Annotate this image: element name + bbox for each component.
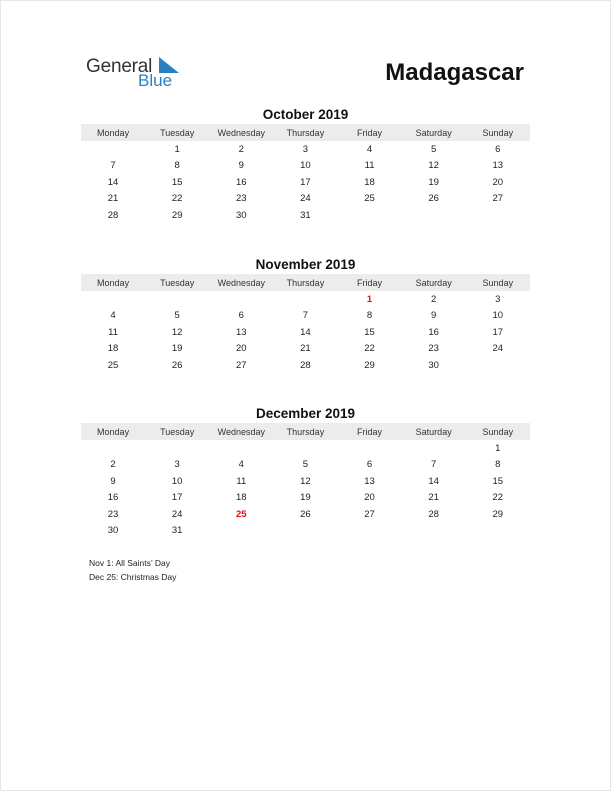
- day-cell: 26: [171, 359, 183, 371]
- day-cell: 8: [366, 310, 373, 322]
- week-row: [81, 440, 530, 457]
- day-cell: 18: [236, 492, 247, 504]
- day-cell: 11: [108, 326, 118, 338]
- holiday-note: Nov 1: All Saints’ Day: [89, 558, 170, 568]
- day-cell: 24: [300, 193, 311, 205]
- day-cell: 4: [238, 459, 244, 471]
- day-cell: 15: [364, 326, 375, 338]
- holiday-notes: [89, 556, 176, 584]
- day-cell: 25: [107, 359, 119, 371]
- weekday-label: Saturday: [415, 127, 452, 138]
- weekday-header-row: [81, 423, 530, 440]
- day-cell: 28: [428, 508, 439, 520]
- day-cell: 17: [300, 176, 311, 188]
- week-row: [81, 158, 530, 175]
- weekday-label: Thursday: [286, 426, 325, 437]
- day-cell: 15: [171, 176, 183, 188]
- day-cell: 21: [428, 492, 439, 504]
- day-cell: 17: [171, 492, 183, 504]
- day-cell: 22: [171, 193, 183, 205]
- day-cell: 9: [431, 310, 437, 322]
- day-cell: 14: [428, 475, 439, 487]
- day-cell: 5: [302, 459, 309, 471]
- day-cell: 7: [110, 160, 116, 172]
- weekday-label: Friday: [357, 277, 383, 288]
- day-cell: 8: [174, 160, 180, 172]
- weekday-label: Sunday: [482, 127, 514, 138]
- day-cell: 8: [495, 459, 501, 471]
- day-cell: 19: [300, 492, 311, 504]
- week-row: [81, 357, 530, 374]
- month-title: November 2019: [255, 257, 356, 272]
- day-cell: 26: [428, 193, 439, 205]
- day-cell: 3: [174, 459, 180, 471]
- weekday-label: Tuesday: [160, 426, 195, 437]
- week-row: [81, 523, 530, 540]
- day-cell: 3: [302, 143, 309, 155]
- weekday-label: Thursday: [286, 127, 325, 138]
- week-row: [81, 341, 530, 358]
- day-cell: 21: [107, 193, 119, 205]
- day-cell: 9: [238, 160, 244, 172]
- logo-blue-text: Blue: [138, 71, 173, 90]
- weekday-label: Sunday: [482, 277, 514, 288]
- day-cell: 16: [428, 326, 439, 338]
- day-cell: 20: [364, 492, 375, 504]
- weekday-label: Monday: [97, 426, 130, 437]
- day-cell: 2: [238, 143, 244, 155]
- day-cell: 24: [492, 343, 504, 355]
- day-cell: 4: [110, 310, 116, 322]
- day-cell: 13: [364, 475, 375, 487]
- weekday-header-row: [81, 274, 530, 291]
- weekday-label: Tuesday: [160, 277, 195, 288]
- month-october: [81, 106, 530, 224]
- logo: [86, 56, 196, 96]
- month-title: December 2019: [255, 406, 356, 421]
- weekday-label: Monday: [97, 127, 130, 138]
- day-cell: 5: [174, 310, 180, 322]
- day-cell: 22: [492, 492, 504, 504]
- day-cell: 18: [107, 343, 119, 355]
- day-cell: 20: [492, 176, 504, 188]
- day-cell: 13: [236, 326, 247, 338]
- day-cell: 19: [428, 176, 439, 188]
- weekday-label: Sunday: [482, 426, 514, 437]
- country-title: Madagascar: [385, 59, 524, 86]
- day-cell: 16: [107, 492, 119, 504]
- day-cell: 13: [492, 160, 504, 172]
- weekday-label: Friday: [357, 127, 383, 138]
- day-cell: 31: [171, 525, 183, 537]
- day-cell: 27: [364, 508, 375, 520]
- weekday-label: Monday: [97, 277, 130, 288]
- month-december: [81, 405, 530, 539]
- week-row: [81, 473, 530, 490]
- day-cell: 14: [107, 176, 119, 188]
- day-cell: 10: [171, 475, 183, 487]
- day-cell: 24: [171, 508, 183, 520]
- week-row: [81, 191, 530, 208]
- day-cell: 5: [431, 143, 437, 155]
- day-cell: 26: [300, 508, 311, 520]
- logo-general-text: General: [86, 56, 153, 77]
- day-cell: 1: [495, 442, 501, 454]
- week-row: [81, 506, 530, 523]
- week-row: [81, 324, 530, 341]
- day-cell: 6: [238, 310, 244, 322]
- day-cell: 31: [300, 209, 311, 221]
- weekday-header-row: [81, 124, 530, 141]
- day-cell: 30: [107, 525, 119, 537]
- day-cell: 12: [428, 160, 439, 172]
- day-cell: 28: [300, 359, 311, 371]
- day-cell: 27: [236, 359, 247, 371]
- day-cell: 23: [428, 343, 439, 355]
- day-cell: 16: [236, 176, 247, 188]
- day-cell: 29: [364, 359, 375, 371]
- week-row: [81, 207, 530, 224]
- week-row: [81, 174, 530, 191]
- day-cell: 10: [300, 160, 311, 172]
- week-row: [81, 141, 530, 158]
- day-cell: 2: [431, 293, 437, 305]
- day-cell: 19: [171, 343, 183, 355]
- day-cell: 11: [236, 475, 247, 487]
- day-cell: 6: [495, 143, 501, 155]
- day-cell: 14: [300, 326, 311, 338]
- day-cell: 23: [107, 508, 119, 520]
- holiday-day-cell: 1: [366, 293, 373, 305]
- day-cell: 15: [492, 475, 504, 487]
- day-cell: 23: [236, 193, 247, 205]
- day-cell: 30: [236, 209, 247, 221]
- day-cell: 18: [364, 176, 375, 188]
- weekday-label: Tuesday: [160, 127, 195, 138]
- day-cell: 9: [110, 475, 116, 487]
- day-cell: 28: [107, 209, 119, 221]
- day-cell: 30: [428, 359, 439, 371]
- weekday-label: Wednesday: [217, 127, 265, 138]
- holiday-day-cell: 25: [236, 508, 247, 520]
- day-cell: 11: [364, 160, 375, 172]
- day-cell: 1: [174, 143, 180, 155]
- day-cell: 7: [302, 310, 309, 322]
- day-cell: 12: [300, 475, 311, 487]
- day-cell: 29: [171, 209, 183, 221]
- day-cell: 2: [110, 459, 116, 471]
- day-cell: 17: [492, 326, 504, 338]
- day-cell: 3: [495, 293, 501, 305]
- holiday-note: Dec 25: Christmas Day: [89, 572, 177, 582]
- day-cell: 20: [236, 343, 247, 355]
- day-cell: 21: [300, 343, 311, 355]
- month-title: October 2019: [262, 107, 349, 122]
- weekday-label: Saturday: [415, 277, 452, 288]
- day-cell: 29: [492, 508, 504, 520]
- week-row: [81, 457, 530, 474]
- day-cell: 22: [364, 343, 375, 355]
- week-row: [81, 291, 530, 308]
- weekday-label: Thursday: [286, 277, 325, 288]
- day-cell: 25: [364, 193, 375, 205]
- weekday-label: Friday: [357, 426, 383, 437]
- week-row: [81, 308, 530, 325]
- day-cell: 6: [366, 459, 373, 471]
- day-cell: 7: [431, 459, 437, 471]
- weekday-label: Saturday: [415, 426, 452, 437]
- week-row: [81, 490, 530, 507]
- day-cell: 4: [366, 143, 373, 155]
- day-cell: 10: [492, 310, 504, 322]
- weekday-label: Wednesday: [217, 277, 265, 288]
- weekday-label: Wednesday: [217, 426, 265, 437]
- day-cell: 12: [171, 326, 183, 338]
- day-cell: 27: [492, 193, 504, 205]
- month-november: [81, 256, 530, 374]
